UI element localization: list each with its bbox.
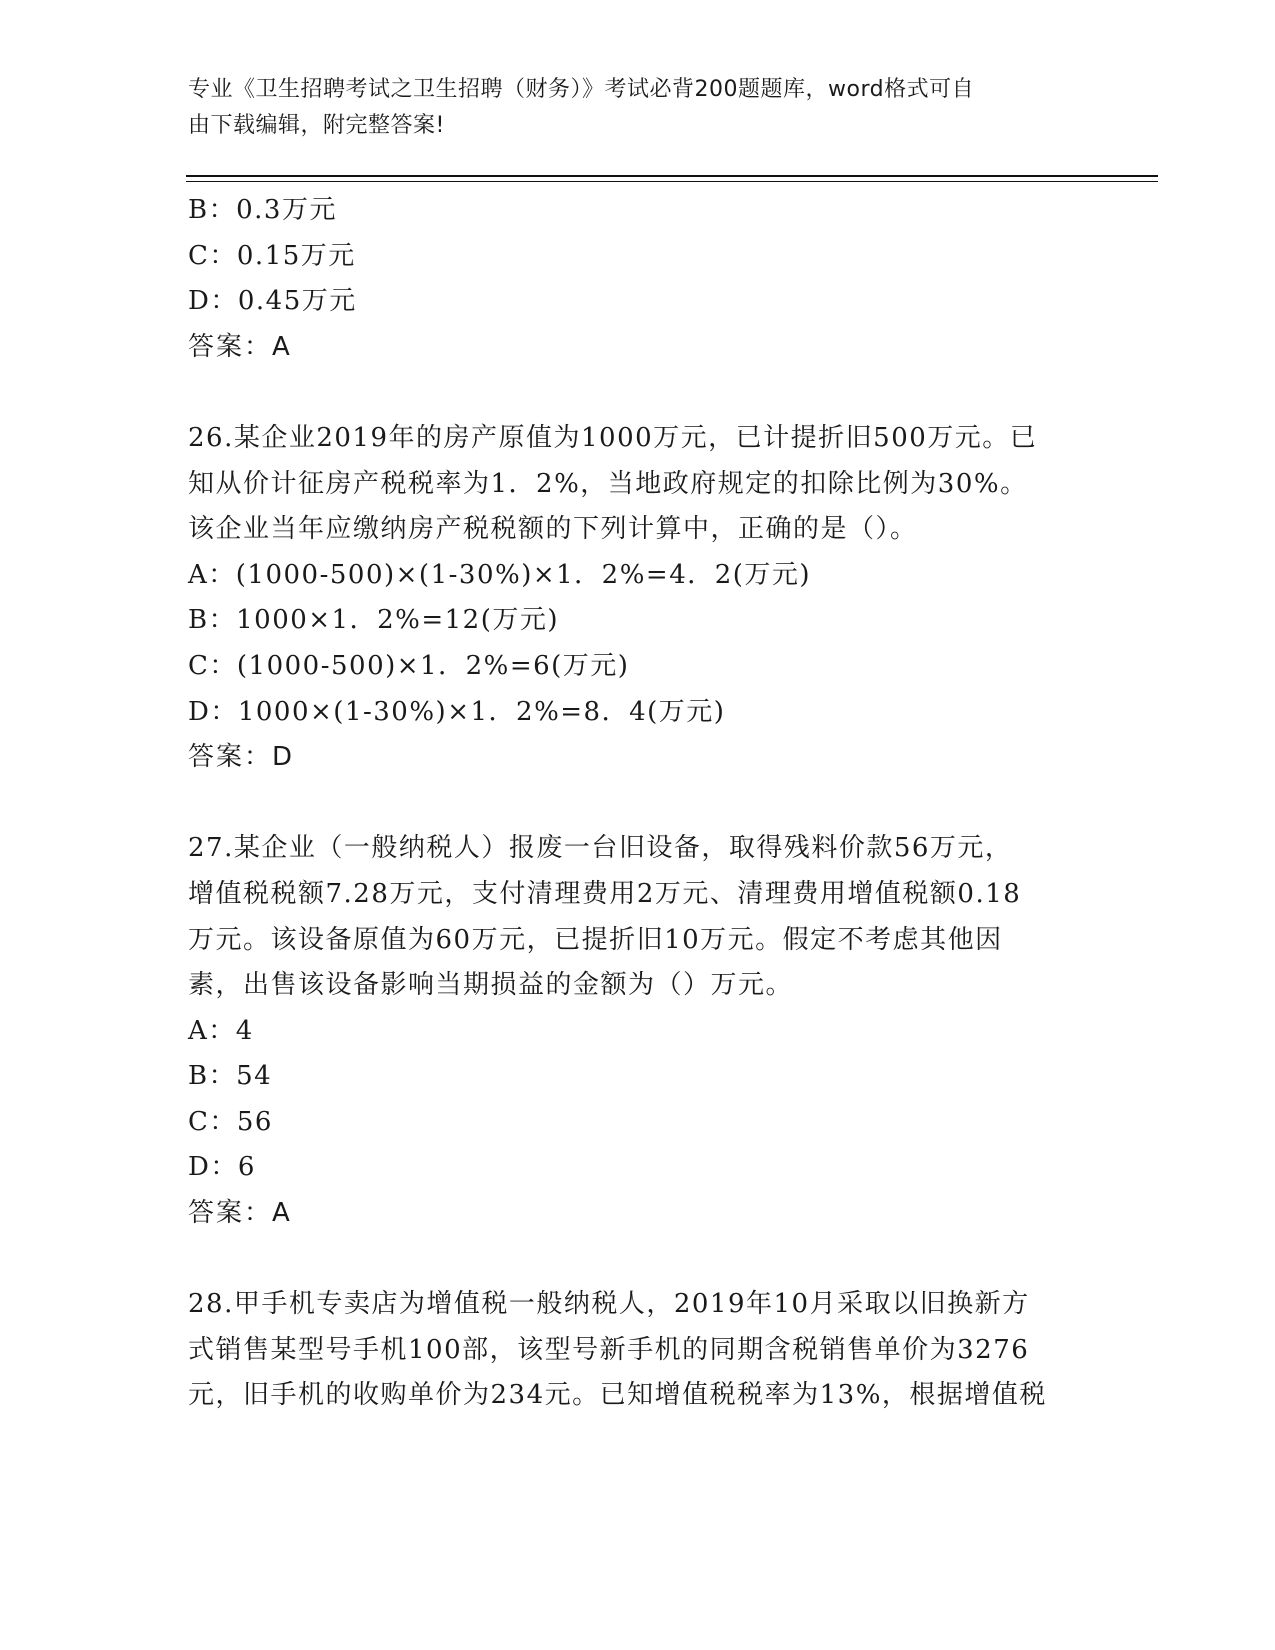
option-d: D：6 bbox=[188, 1152, 256, 1183]
question-text-line: 万元。该设备原值为60万元，已提折旧10万元。假定不考虑其他因 bbox=[188, 924, 1003, 955]
header-rule-thin bbox=[186, 181, 1158, 182]
header-line-2: 由下载编辑，附完整答案! bbox=[188, 113, 445, 138]
answer: 答案：A bbox=[188, 1198, 292, 1229]
option-d: D：1000×(1-30%)×1．2%=8．4(万元) bbox=[188, 696, 726, 727]
question-text-line: 素，出售该设备影响当期损益的金额为（）万元。 bbox=[188, 970, 794, 1001]
question-28 bbox=[188, 1282, 1088, 1419]
option-d: D：0.45万元 bbox=[188, 286, 357, 317]
question-text-line: 28.甲手机专卖店为增值税一般纳税人，2019年10月采取以旧换新方 bbox=[188, 1289, 1030, 1320]
option-a: A：(1000-500)×(1-30%)×1．2%=4．2(万元) bbox=[188, 559, 812, 590]
question-text-line: 该企业当年应缴纳房产税税额的下列计算中，正确的是（）。 bbox=[188, 514, 918, 545]
header-line-1: 专业《卫生招聘考试之卫生招聘（财务）》考试必背200题题库，word格式可自 bbox=[188, 77, 975, 102]
answer: 答案：D bbox=[188, 742, 295, 773]
document-header bbox=[188, 72, 1068, 144]
question-26 bbox=[188, 416, 1088, 781]
question-text-line: 式销售某型号手机100部，该型号新手机的同期含税销售单价为3276 bbox=[188, 1334, 1030, 1365]
option-c: C：(1000-500)×1．2%=6(万元) bbox=[188, 650, 630, 681]
option-c: C：0.15万元 bbox=[188, 240, 356, 271]
header-rule-thick bbox=[186, 175, 1158, 177]
question-27 bbox=[188, 826, 1088, 1236]
question-text-line: 元，旧手机的收购单价为234元。已知增值税税率为13%，根据增值税 bbox=[188, 1380, 1047, 1411]
question-text-line: 知从价计征房产税税率为1．2%，当地政府规定的扣除比例为30%。 bbox=[188, 468, 1028, 499]
question-text-line: 26.某企业2019年的房产原值为1000万元，已计提折旧500万元。已 bbox=[188, 422, 1038, 453]
option-a: A：4 bbox=[188, 1015, 254, 1046]
option-b: B：54 bbox=[188, 1061, 273, 1092]
option-c: C：56 bbox=[188, 1106, 273, 1137]
option-b: B：1000×1．2%=12(万元) bbox=[188, 605, 560, 636]
question-text-line: 增值税税额7.28万元，支付清理费用2万元、清理费用增值税额0.18 bbox=[188, 878, 1022, 909]
document-body bbox=[188, 188, 1088, 1419]
answer: 答案：A bbox=[188, 331, 292, 362]
option-b: B：0.3万元 bbox=[188, 195, 337, 225]
question-25-tail bbox=[188, 188, 1088, 370]
question-text-line: 27.某企业（一般纳税人）报废一台旧设备，取得残料价款56万元， bbox=[188, 833, 1013, 864]
